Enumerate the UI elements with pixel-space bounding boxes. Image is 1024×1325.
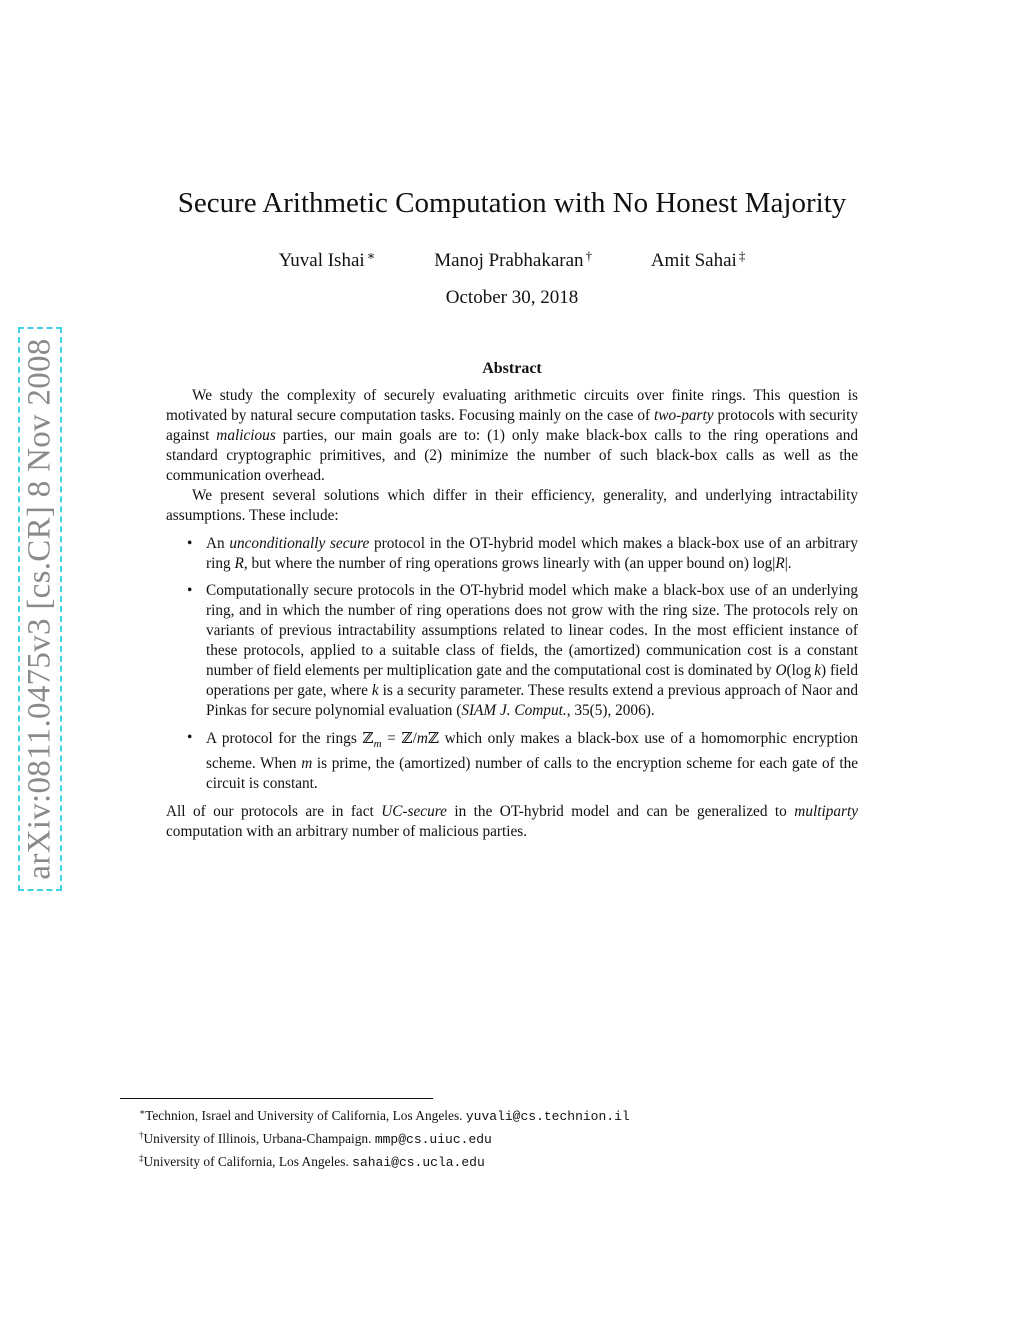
footnote-mark: † <box>139 1130 144 1140</box>
author-list <box>0 243 1024 274</box>
footnote-mark: ‡ <box>139 1153 144 1163</box>
emphasis-multiparty: multiparty <box>794 803 859 821</box>
author-2 <box>434 243 592 274</box>
author-3-mark: ‡ <box>738 248 746 263</box>
abstract-heading: Abstract <box>482 360 542 377</box>
author-2-mark: † <box>585 248 593 263</box>
footnotes <box>139 1103 899 1172</box>
math-integers-symbol: ℤ <box>401 729 413 747</box>
contribution-item-1 <box>206 534 858 574</box>
author-1 <box>279 243 376 274</box>
author-3-name: Amit Sahai <box>650 250 737 271</box>
footnote-affiliation: University of California, Los Angeles. <box>143 1154 353 1169</box>
text-run: is a security parameter. These results extend a previous approach of Naor and Pinkas for secure polynomial evaluation ( <box>206 682 858 719</box>
contribution-item-2 <box>206 581 858 721</box>
text-run: protocol in the OT-hybrid model which makes a black-box use of an arbitrary ring <box>206 535 858 572</box>
emphasis-malicious: malicious <box>216 427 276 444</box>
author-1-name: Yuval Ishai <box>278 250 365 271</box>
text-run: , 35(5), 2006). <box>566 702 655 719</box>
text-run: Computationally secure protocols in the OT-hybrid model which make a black-box use of an underlying ring, and in which the number of ring operations does not grow with the ring size. The protocols rely on variants of previous intractability assumptions related to linear codes. In the most efficient instance of these protocols, applied to a suitable class of fields, the (amortized) communication cost is a constant number of field elements per multiplication gate and the computational cost is dominated by <box>206 582 858 679</box>
math-bar-open: | <box>772 555 776 572</box>
footnote-2 <box>139 1126 899 1149</box>
math-integers-symbol: ℤ <box>362 729 374 747</box>
math-subscript-m: m <box>373 738 382 751</box>
math-slash: / <box>412 730 417 747</box>
text-run: which only makes a black-box use of a homomorphic encryption scheme. When <box>206 730 859 773</box>
contribution-list <box>166 534 858 794</box>
contribution-item-3 <box>206 728 858 794</box>
author-2-name: Manoj Prabhakaran <box>434 250 584 271</box>
math-log: log <box>752 555 773 572</box>
text-run: parties, our main goals are to: (1) only make black-box calls to the ring operations and standard cryptographic primitives, and (2) minimize the number of such black-box calls as well as the communication overhead. <box>166 427 858 484</box>
text-run: in the OT-hybrid model and can be generalized to <box>446 803 795 821</box>
math-var-r: R <box>775 555 785 572</box>
math-big-o: O <box>775 662 787 679</box>
text-run: An <box>206 535 230 552</box>
emphasis-two-party: two-party <box>654 407 714 424</box>
footnote-affiliation: University of Illinois, Urbana-Champaign. <box>143 1131 375 1146</box>
math-equals: = <box>381 730 402 747</box>
text-run: protocols with security against <box>166 407 858 444</box>
text-run: A protocol for the rings <box>206 730 363 747</box>
footnote-affiliation: Technion, Israel and University of California, Los Angeles. <box>145 1108 466 1123</box>
abstract-body <box>166 386 858 842</box>
abstract-paragraph-1 <box>166 386 858 486</box>
emphasis-uc-secure: UC-secure <box>381 803 447 821</box>
math-log: log <box>791 662 812 679</box>
abstract-paragraph-3 <box>166 802 858 842</box>
math-var-m: m <box>301 755 313 773</box>
math-var-m: m <box>416 730 428 747</box>
footnote-1 <box>139 1103 899 1126</box>
footnote-email: sahai@cs.ucla.edu <box>352 1155 485 1170</box>
footnote-email: mmp@cs.uiuc.edu <box>374 1132 492 1147</box>
math-var-r: R <box>234 555 244 572</box>
text-run: computation with an arbitrary number of malicious parties. <box>166 823 528 841</box>
math-var-k: k <box>814 662 822 679</box>
footnote-mark: ∗ <box>139 1107 146 1117</box>
emphasis-unconditionally-secure: unconditionally secure <box>229 535 370 552</box>
arxiv-stamp <box>18 327 62 891</box>
text-run: field operations per gate, where <box>206 662 859 699</box>
math-paren-close: ) <box>821 662 827 679</box>
text-run: All of our protocols are in fact <box>166 803 382 821</box>
abstract-paragraph-2: We present several solutions which differ in their efficiency, generality, and underlying intractability assumptions. These include: <box>166 487 858 524</box>
math-paren-open: ( <box>786 662 792 679</box>
author-3 <box>651 243 746 274</box>
text-run: . <box>787 555 792 572</box>
footnote-email: yuvali@cs.technion.il <box>465 1109 630 1124</box>
math-bar-close: | <box>784 555 788 572</box>
text-run: is prime, the (amortized) number of calls to the encryption scheme for each gate of the circuit is constant. <box>206 755 859 793</box>
text-run: , but where the number of ring operations grows linearly with (an upper bound on) <box>243 555 753 572</box>
paper-title: Secure Arithmetic Computation with No Honest Majority <box>177 187 847 219</box>
footnote-3 <box>139 1149 899 1172</box>
footnote-rule <box>120 1098 433 1099</box>
paper-date: October 30, 2018 <box>445 287 579 308</box>
arxiv-stamp-text: arXiv:0811.0475v3 [cs.CR] 8 Nov 2008 <box>21 338 58 880</box>
math-integers-symbol: ℤ <box>427 729 440 747</box>
text-run: We study the complexity of securely evaluating arithmetic circuits over finite rings. This question is motivated by natural secure computation tasks. Focusing mainly on the case of <box>166 387 858 424</box>
author-1-mark: ∗ <box>366 248 376 263</box>
emphasis-journal-name: SIAM J. Comput. <box>461 702 567 719</box>
math-var-k: k <box>371 682 379 699</box>
